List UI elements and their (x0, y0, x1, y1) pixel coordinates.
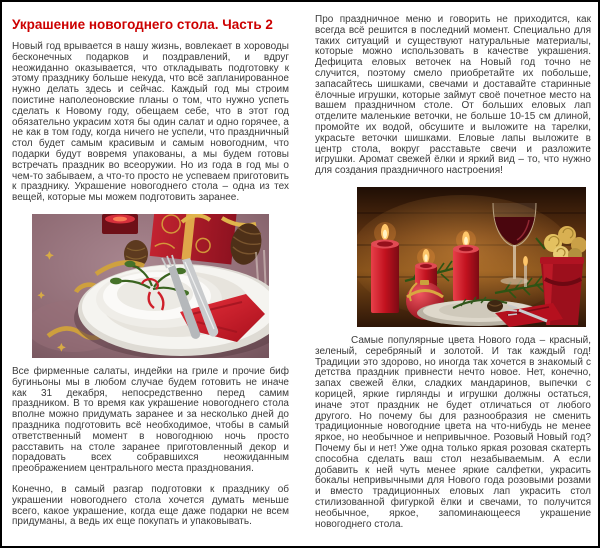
festive-place-setting-photo (32, 214, 269, 358)
red-gift-box (150, 214, 237, 264)
paragraph: Новый год врывается в нашу жизнь, вовлекает в хороводы бесконечных подарков и поздравлений, и вдруг неожиданно оказывается, что откладывать подготовку к этому празднику больше некуда, что всё запланированное нужно делать здесь и сейчас. Каждый год мы строим поистине наполеоновские планы о том, что нужно успеть сделать к Новому году, обещаем себе, что в этот год обязательно украсим хотя бы один салат и одно горячее, а не как в том году, когда ничего не успели, что праздничный стол будет самым красивым и самым новогодним, что подарки будут вовремя упакованы, а мы будем готовы встречать праздник во всеоружии. Но из года в год мы о чем-то забываем, а что-то просто не успеваем приготовить к празднику. Украшение новогоднего стола – одна из тех вещей, которые мы можем подготовить заранее. (12, 41, 289, 204)
festive-place-setting-illustration (32, 214, 269, 358)
page-title: Украшение новогоднего стола. Часть 2 (12, 17, 273, 32)
right-column (315, 15, 591, 540)
candles-and-wine-illustration (357, 187, 586, 327)
paragraph: Все фирменные салаты, индейки на гриле и прочие биф бугиньоны мы в любом случае будем готовить не иначе как 31 декабря, непосредственно перед самим праздником. В то время как украшение новогоднего стола вполне можно придумать заранее и за несколько дней до праздника подготовить всё необходимое, чтобы в самый ответственный момент в новогоднюю ночь просто расставить на столе заранее приготовленный декор и порадовать всех собравшихся неожиданным преображением центрального места празднования. (12, 365, 289, 475)
paragraph: Конечно, в самый разгар подготовки к празднику об украшении новогоднего стола хочется думать меньше всего, какое украшение, когда еще даже подарки не всем придуманы, а ведь их еще покупать и упаковывать. (12, 483, 289, 528)
candles-and-wine-photo (357, 187, 586, 327)
red-votive-candle (102, 214, 138, 234)
two-column-layout (2, 2, 598, 540)
left-column (12, 15, 289, 540)
paragraph: Про праздничное меню и говорить не приходится, как всегда всё решится в последний момент. Специально для таких ситуаций и существуют натуральные материалы, которые можно использовать в качестве украшения. Дефицита еловых веточек на Новый год точно не случится, поэтому смело приобретайте их побольше, запасайтесь шишками, свечами и доставайте старинные ёлочные игрушки, которые займут своё почетное место на вашем праздничном столе. От больших еловых лап отделите маленькие веточки, не больше 10-15 см длиной, промойте их водой, обсушите и выложите на тарелки, украсьте веточки шишками. Еловые лапы выложите в центр стола, вокруг расставьте свечи и разложите игрушки. Аромат свежей ёлки и яркий вид – то, что нужно для создания праздничного настроения! (315, 14, 591, 177)
paragraph: Самые популярные цвета Нового года – красный, зеленый, серебряный и золотой. И так каждый год! Традиции это здорово, но иногда так хочется в знакомый с детства праздник привнести нечто новое. Нет, конечно, запах свежей ёлки, сладких мандаринов, выпечки с корицей, яркие гирлянды и игрушки должны остаться, иначе этот праздник не будет отличаться от любого другого. Но почему бы для разнообразия не сменить традиционные новогодние цвета на что-нибудь не менее яркое, но необычное и непривычное. Розовый Новый год? Почему бы и нет! Уже одна только яркая розовая скатерть способна сделать ваш стол незабываемым. А если добавить к ней чуть менее яркие салфетки, украсить бокалы непривычными для Нового года розовыми розами и вместо традиционных еловых лап украсить стол стилизованной фигуркой ёлки и свечами, то получится необычное, яркое, запоминающееся украшение новогоднего стола. (315, 334, 591, 530)
